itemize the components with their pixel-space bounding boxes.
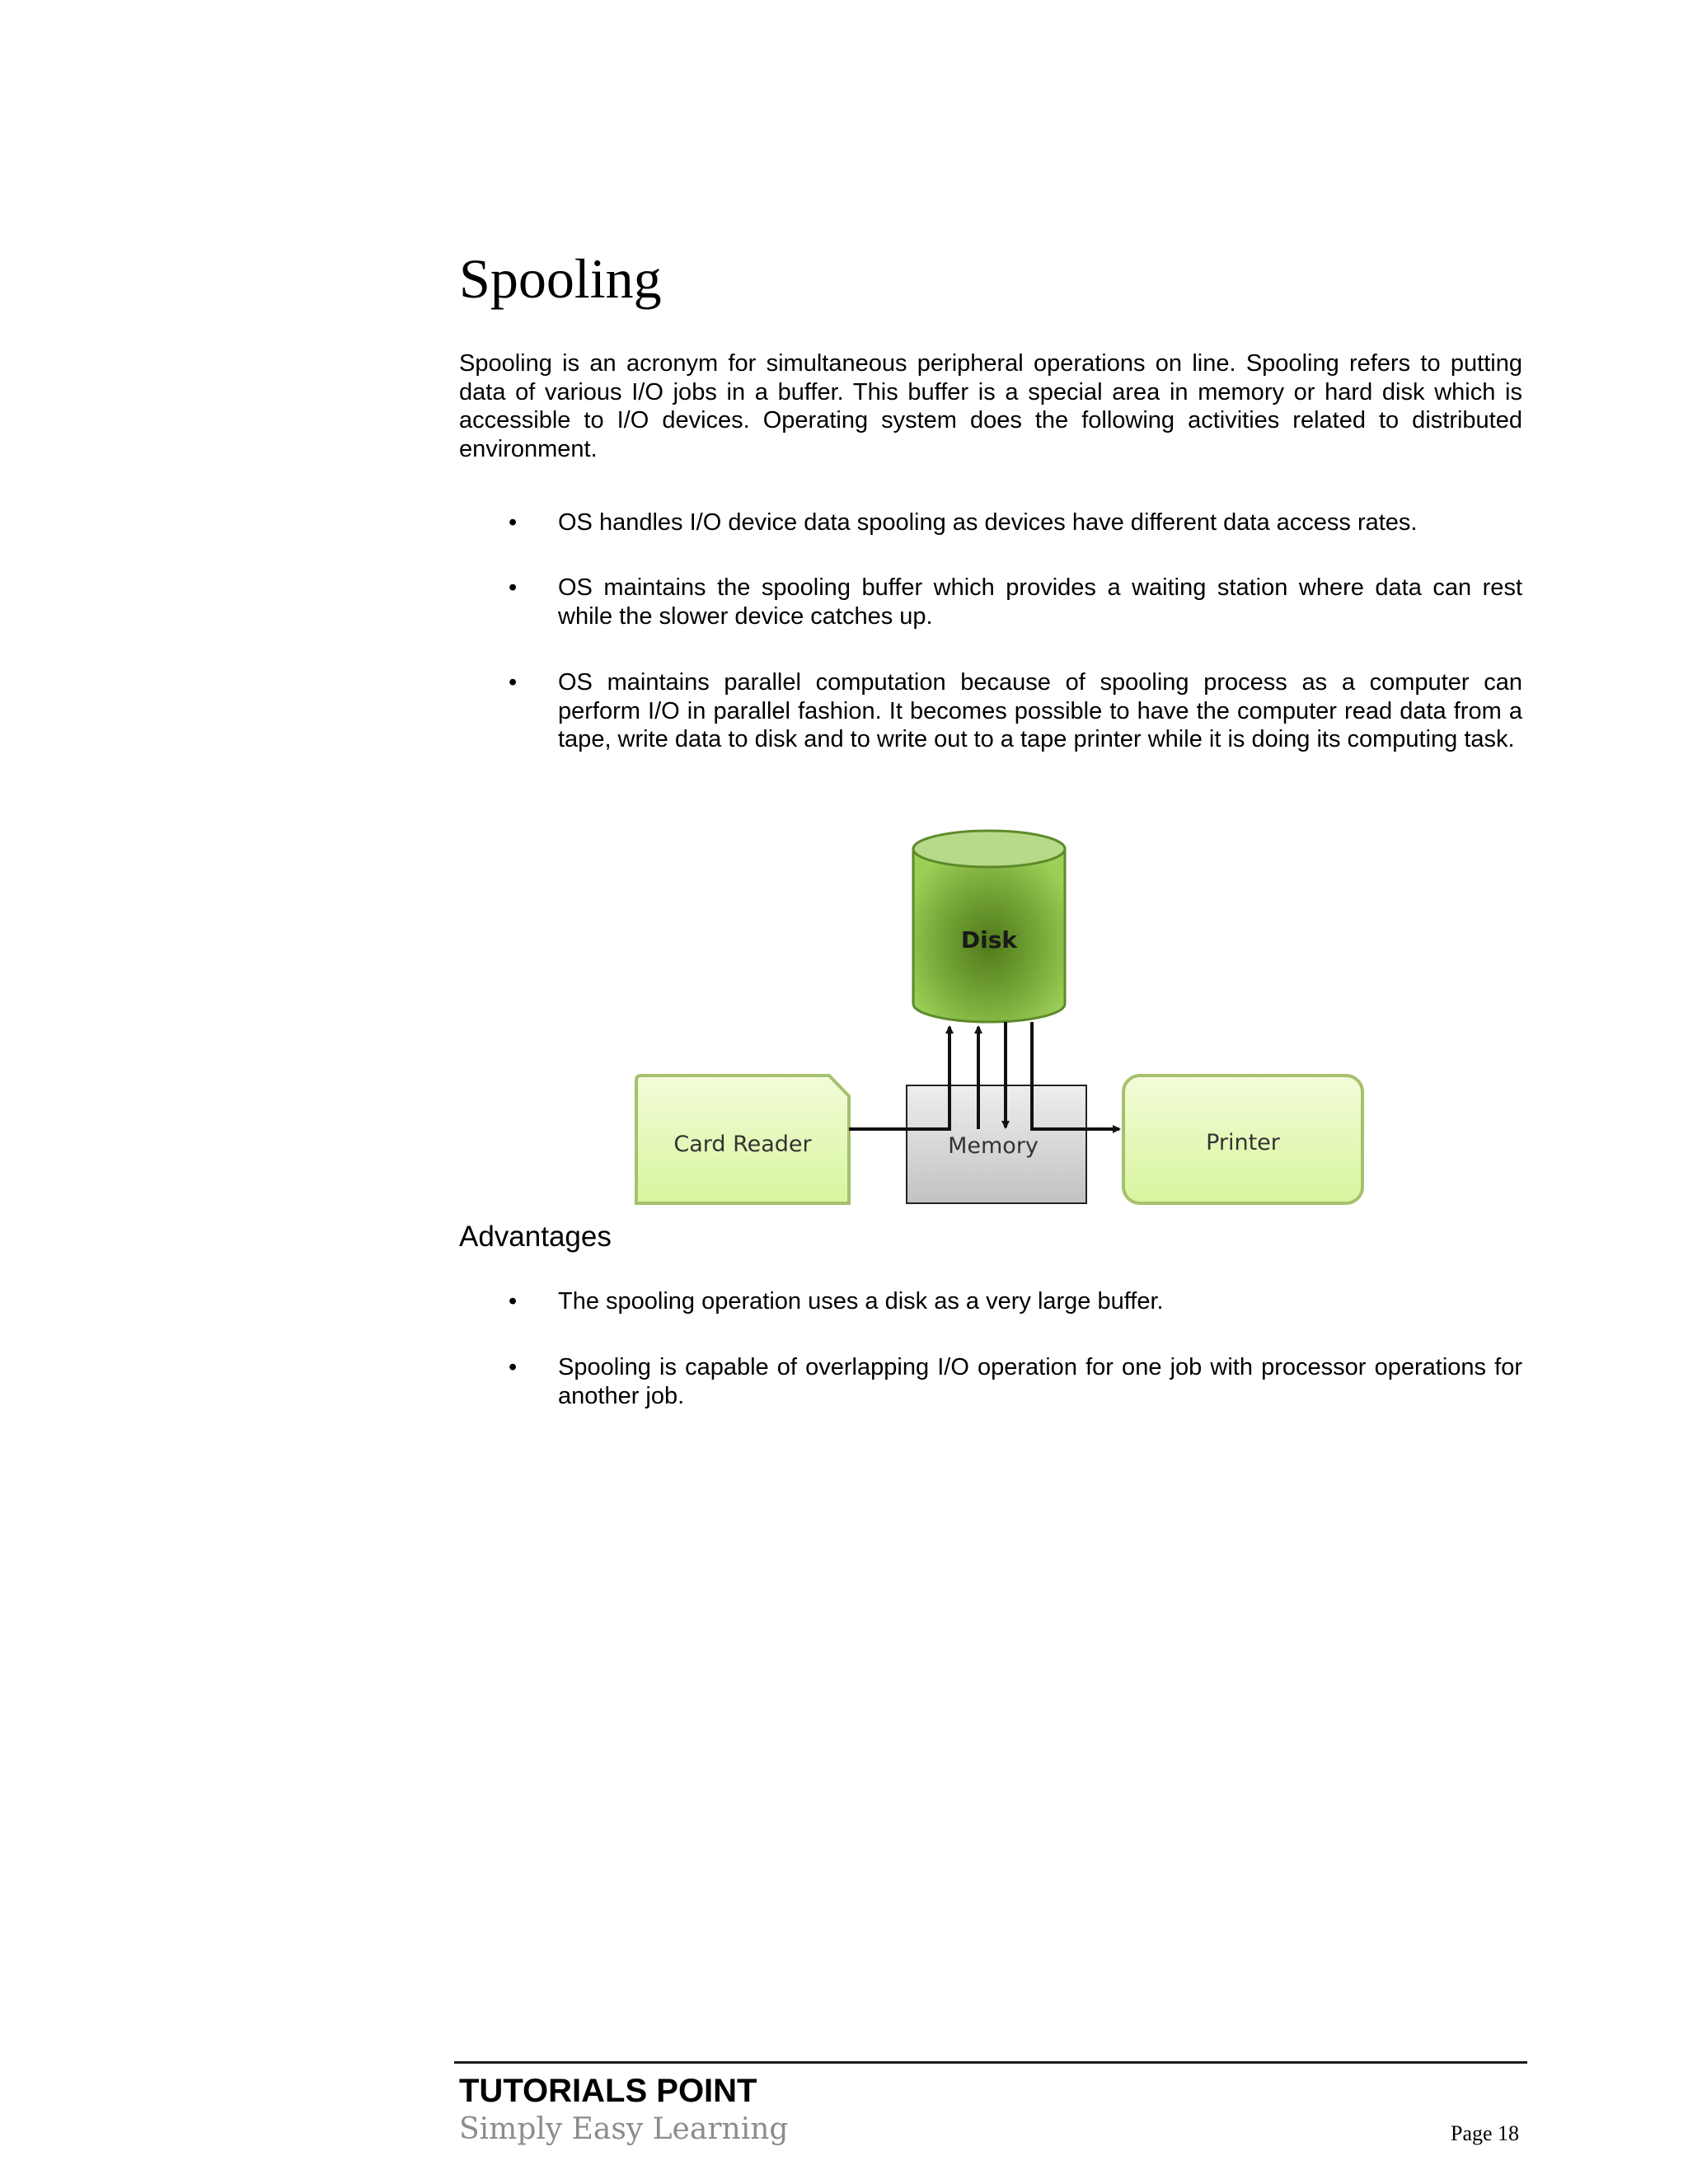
footer-tagline: Simply Easy Learning [459, 2112, 789, 2146]
footer-brand: TUTORIALS POINT [459, 2073, 757, 2109]
bullet-icon: • [509, 669, 518, 696]
bullet-icon: • [509, 1354, 518, 1380]
card-reader-label: Card Reader [673, 1132, 812, 1157]
printer-node [1123, 1076, 1362, 1203]
spooling-diagram [626, 824, 1385, 1220]
activity-item: OS handles I/O device data spooling as devices have different data access rates. [558, 509, 1418, 536]
footer-divider [454, 2061, 1527, 2064]
memory-label: Memory [948, 1133, 1039, 1159]
memory-node [907, 1085, 1086, 1203]
bullet-icon: • [509, 574, 518, 601]
disk-label: Disk [960, 926, 1018, 954]
bullet-icon: • [509, 509, 518, 536]
bullet-icon: • [509, 1288, 518, 1315]
intro-paragraph: Spooling is an acronym for simultaneous peripheral operations on line. Spooling refers to putting data of various I/O jobs in a buffer. This buffer is a special area in memory or hard disk which is accessible to I/O devices. Operating system does the following activities related to distributed environment. [459, 350, 1522, 462]
activity-item: OS maintains parallel computation because of spooling process as a computer can perform I/O in parallel fashion. It becomes possible to have the computer read data from a tape, write data to disk and to write out to a tape printer while it is doing its computing task. [558, 669, 1522, 752]
activity-item: OS maintains the spooling buffer which provides a waiting station where data can rest while the slower device catches up. [558, 574, 1522, 630]
page-number: Page 18 [1451, 2121, 1520, 2145]
advantages-heading: Advantages [459, 1221, 612, 1253]
advantage-item: The spooling operation uses a disk as a very large buffer. [558, 1288, 1164, 1315]
card-reader-node [636, 1076, 849, 1203]
disk-node [913, 831, 1065, 1022]
printer-label: Printer [1206, 1130, 1280, 1155]
advantage-item: Spooling is capable of overlapping I/O operation for one job with processor operations for another job. [558, 1354, 1522, 1409]
page-title: Spooling [459, 247, 662, 310]
